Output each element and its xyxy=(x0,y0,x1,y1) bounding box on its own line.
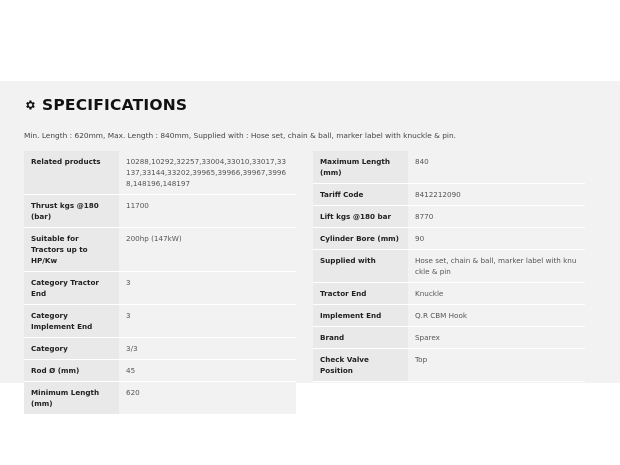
spec-label: Implement End xyxy=(313,305,408,327)
spec-value: 8770 xyxy=(408,206,585,228)
spec-row xyxy=(24,338,296,360)
spec-row xyxy=(313,283,585,305)
spec-value: 3/3 xyxy=(119,338,296,360)
spec-value: 620 xyxy=(119,382,296,415)
spec-label: Minimum Length (mm) xyxy=(24,382,119,415)
spec-label: Tariff Code xyxy=(313,184,408,206)
spec-value: Hose set, chain & ball, marker label with knuckle & pin xyxy=(408,250,585,283)
spec-label: Tractor End xyxy=(313,283,408,305)
spec-row xyxy=(313,206,585,228)
spec-label: Supplied with xyxy=(313,250,408,283)
spec-row xyxy=(24,151,296,195)
spec-table-left xyxy=(24,151,296,415)
spec-row xyxy=(24,195,296,228)
spec-row xyxy=(24,272,296,305)
spec-row xyxy=(313,327,585,349)
spec-label: Lift kgs @180 bar xyxy=(313,206,408,228)
spec-label: Maximum Length (mm) xyxy=(313,151,408,184)
spec-value: Knuckle xyxy=(408,283,585,305)
spec-label: Suitable for Tractors up to HP/Kw xyxy=(24,228,119,272)
spec-row xyxy=(24,228,296,272)
spec-row xyxy=(313,305,585,327)
spec-value: 200hp (147kW) xyxy=(119,228,296,272)
spec-row xyxy=(313,184,585,206)
spec-label: Check Valve Position xyxy=(313,349,408,382)
specs-summary: Min. Length : 620mm, Max. Length : 840mm, Supplied with : Hose set, chain & ball, marker label with knuckle & pin. xyxy=(24,131,457,140)
spec-row xyxy=(313,151,585,184)
spec-value: 10288,10292,32257,33004,33010,33017,33137,33144,33202,39965,39966,39967,39968,148196,148197 xyxy=(119,151,296,195)
spec-value: 3 xyxy=(119,272,296,305)
spec-label: Category Implement End xyxy=(24,305,119,338)
spec-label: Cylinder Bore (mm) xyxy=(313,228,408,250)
spec-value: Sparex xyxy=(408,327,585,349)
spec-label: Brand xyxy=(313,327,408,349)
spec-value: 840 xyxy=(408,151,585,184)
spec-row xyxy=(313,349,585,382)
spec-value: Q.R CBM Hook xyxy=(408,305,585,327)
gear-icon xyxy=(24,99,36,111)
spec-row xyxy=(313,250,585,283)
spec-row xyxy=(24,360,296,382)
spec-label: Category Tractor End xyxy=(24,272,119,305)
spec-value: Top xyxy=(408,349,585,382)
spec-row xyxy=(24,305,296,338)
spec-value: 90 xyxy=(408,228,585,250)
spec-label: Related products xyxy=(24,151,119,195)
spec-row xyxy=(24,382,296,415)
spec-row xyxy=(313,228,585,250)
spec-label: Rod Ø (mm) xyxy=(24,360,119,382)
spec-label: Category xyxy=(24,338,119,360)
spec-value: 8412212090 xyxy=(408,184,585,206)
spec-value: 11700 xyxy=(119,195,296,228)
spec-value: 45 xyxy=(119,360,296,382)
section-title xyxy=(24,95,187,115)
spec-label: Thrust kgs @180 (bar) xyxy=(24,195,119,228)
spec-value: 3 xyxy=(119,305,296,338)
section-title-text: SPECIFICATIONS xyxy=(42,96,188,114)
spec-table-right xyxy=(313,151,585,382)
